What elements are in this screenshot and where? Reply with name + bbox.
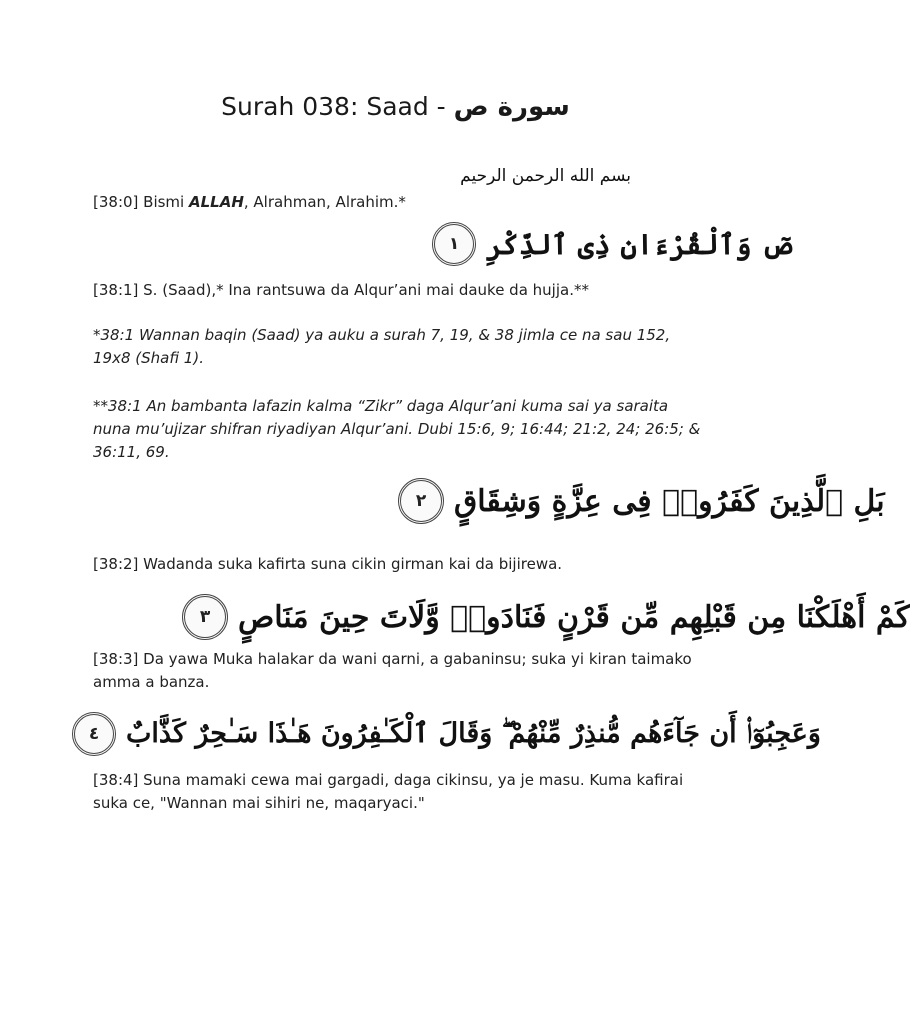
verse-2-number-medallion: ٢ <box>398 478 444 524</box>
title-latin: Surah 038: Saad - <box>221 92 454 121</box>
verse-3-number-medallion: ٣ <box>182 594 228 640</box>
verse-1-translation: [38:1] S. (Saad),* Ina rantsuwa da Alqur’ani mai dauke da hujja.** <box>93 281 589 299</box>
verse-4-translation: [38:4] Suna mamaki cewa mai gargadi, daga cikinsu, ya je masu. Kuma kafirai suka ce, "Wannan mai sihiri ne, maqaryaci." <box>93 771 684 812</box>
verse-4-arabic <box>72 712 821 756</box>
verse-3-translation: [38:3] Da yawa Muka halakar da wani qarni, a gabaninsu; suka yi kiran taimako amma a banza. <box>93 650 692 691</box>
basmala-prefix: [38:0] Bismi <box>93 193 189 211</box>
basmala-translation <box>93 191 703 214</box>
title-arabic: سورة ص <box>453 92 570 122</box>
basmala-arabic: بسم الله الرحمن الرحيم <box>460 166 631 186</box>
verse-2-translation: [38:2] Wadanda suka kafirta suna cikin girman kai da bijirewa. <box>93 555 563 573</box>
verse-1-arabic <box>432 222 794 266</box>
page-title <box>0 92 791 122</box>
verse-1-number-medallion: ١ <box>432 222 476 266</box>
footnote-2 <box>93 395 703 464</box>
verse-3-arabic-text: كَمْ أَهْلَكْنَا مِن قَبْلِهِم مِّن قَرْنٍ فَنَادَوا۟ وَّلَاتَ حِينَ مَنَاصٍ <box>238 599 910 635</box>
verse-2-arabic-text: بَلِ ٱلَّذِينَ كَفَرُوا۟ فِى عِزَّةٍ وَشِقَاقٍ <box>454 483 885 519</box>
verse-2-arabic <box>398 478 885 524</box>
basmala-suffix: , Alrahman, Alrahim.* <box>243 193 406 211</box>
footnote-1 <box>93 324 703 370</box>
verse-4-arabic-text: وَعَجِبُوٓا۟ أَن جَآءَهُم مُّنذِرٌ مِّنْهُمْ ۖ وَقَالَ ٱلْكَـٰفِرُونَ هَـٰذَا سَـٰحِرٌ كَذَّابٌ <box>126 718 821 749</box>
footnote-2-text: **38:1 An bambanta lafazin kalma “Zikr” daga Alqur’ani kuma sai ya saraita nuna mu’ujizar shifran riyadiyan Alqur’ani. Dubi 15:6, 9; 16:44; 21:2, 24; 26:5; & 36:11, 69. <box>93 397 701 461</box>
verse-3-arabic <box>182 594 910 640</box>
footnote-1-text: *38:1 Wannan baqin (Saad) ya auku a surah 7, 19, & 38 jimla ce na sau 152, 19x8 (Shafi 1). <box>93 326 671 367</box>
verse-4-number-medallion: ٤ <box>72 712 116 756</box>
basmala-allah: ALLAH <box>188 193 244 211</box>
verse-1-arabic-text: صٓ وَٱلْقُرْءَانِ ذِى ٱلذِّكْرِ <box>486 227 795 261</box>
